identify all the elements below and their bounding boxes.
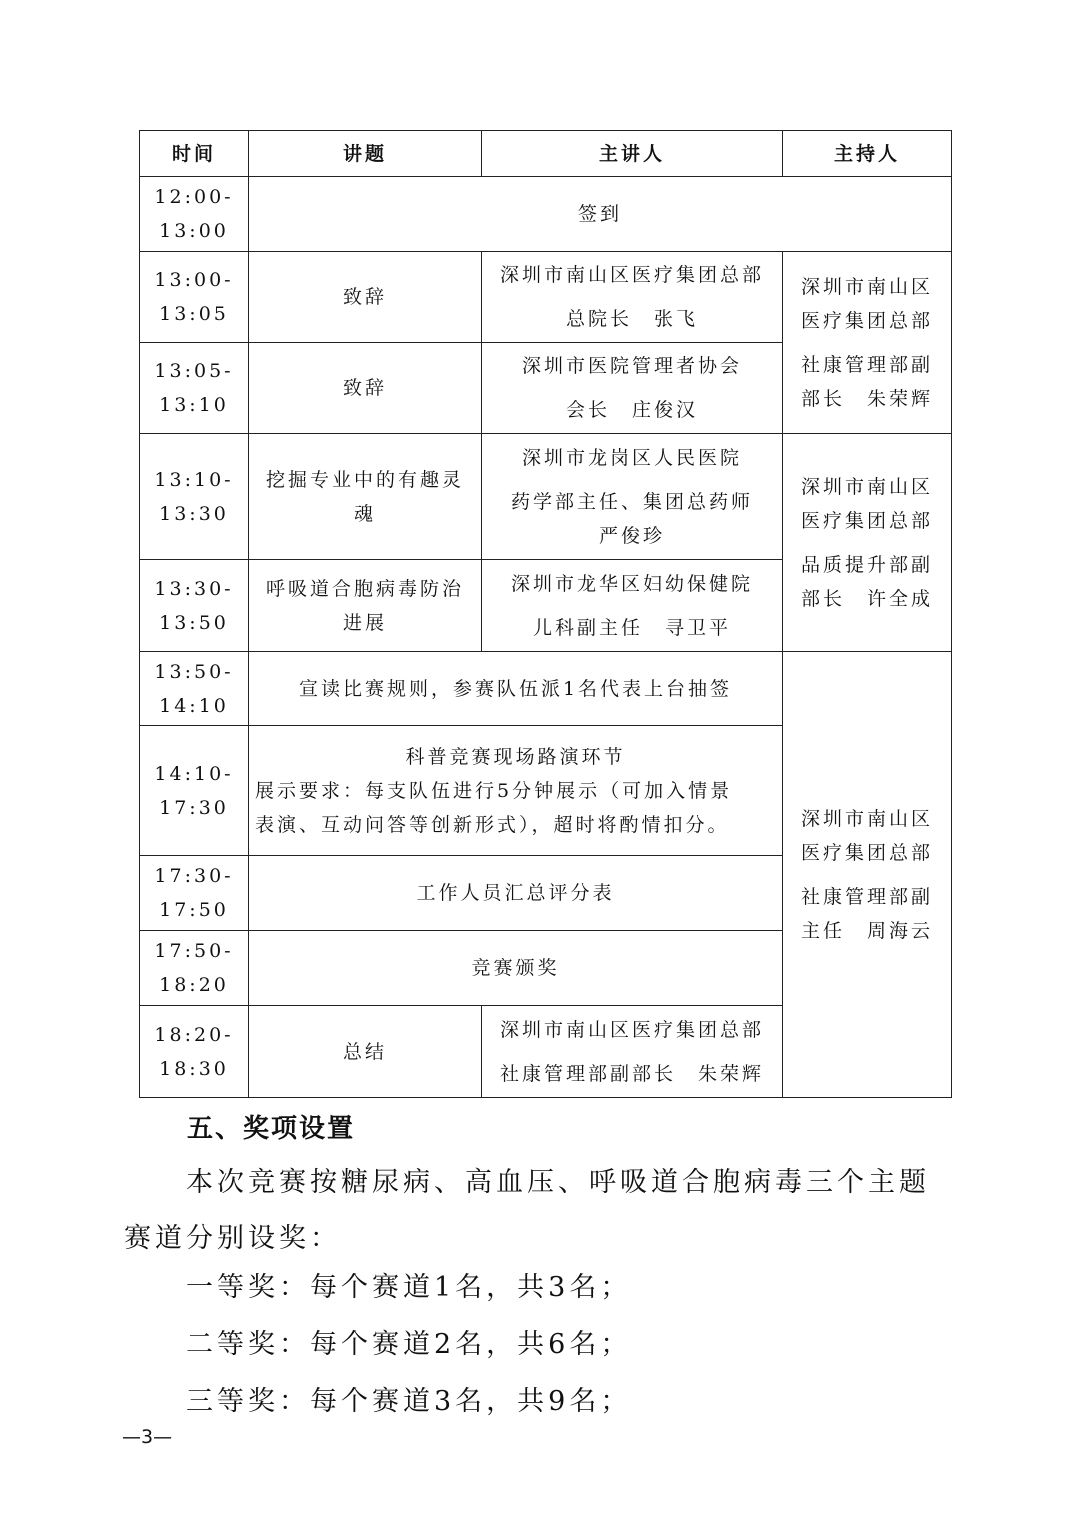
time-cell: 17:30- 17:50	[140, 856, 249, 931]
table-row	[140, 652, 952, 726]
time-cell: 18:20- 18:30	[140, 1006, 249, 1098]
header-speaker: 主讲人	[482, 131, 783, 177]
host-cell: 深圳市南山区 医疗集团总部 品质提升部副 部长 许全成	[783, 434, 952, 652]
table-header-row	[140, 131, 952, 177]
merged-cell: 工作人员汇总评分表	[249, 856, 783, 931]
merged-cell: 竞赛颁奖	[249, 931, 783, 1006]
time-cell: 13:10- 13:30	[140, 434, 249, 560]
topic-cell: 呼吸道合胞病毒防治 进展	[249, 560, 482, 652]
speaker-cell: 深圳市医院管理者协会 会长 庄俊汉	[482, 343, 783, 434]
merged-cell: 宣读比赛规则，参赛队伍派1名代表上台抽签	[249, 652, 783, 726]
host-cell: 深圳市南山区 医疗集团总部 社康管理部副 部长 朱荣辉	[783, 252, 952, 434]
time-cell: 13:00- 13:05	[140, 252, 249, 343]
topic-cell: 致辞	[249, 343, 482, 434]
table-row	[140, 434, 952, 560]
time-cell: 12:00- 13:00	[140, 177, 249, 252]
section-title: 五、奖项设置	[187, 1114, 356, 1144]
prize-second: 二等奖：每个赛道2名，共6名；	[186, 1329, 632, 1360]
prize-third: 三等奖：每个赛道3名，共9名；	[186, 1386, 632, 1417]
header-host: 主持人	[783, 131, 952, 177]
prize-first: 一等奖：每个赛道1名，共3名；	[186, 1272, 632, 1303]
header-topic: 讲题	[249, 131, 482, 177]
table-row	[140, 252, 952, 343]
time-cell: 14:10- 17:30	[140, 726, 249, 856]
header-time: 时间	[140, 131, 249, 177]
topic-cell: 总结	[249, 1006, 482, 1098]
time-cell: 13:30- 13:50	[140, 560, 249, 652]
time-cell: 13:05- 13:10	[140, 343, 249, 434]
merged-cell: 签到	[249, 177, 952, 252]
topic-cell: 挖掘专业中的有趣灵 魂	[249, 434, 482, 560]
table-row	[140, 177, 952, 252]
intro-paragraph: 本次竞赛按糖尿病、高血压、呼吸道合胞病毒三个主题赛道分别设奖：	[124, 1167, 930, 1254]
page-number: —3—	[122, 1426, 173, 1448]
time-cell: 13:50- 14:10	[140, 652, 249, 726]
speaker-cell: 深圳市龙华区妇幼保健院 儿科副主任 寻卫平	[482, 560, 783, 652]
topic-cell: 致辞	[249, 252, 482, 343]
speaker-cell: 深圳市南山区医疗集团总部 总院长 张飞	[482, 252, 783, 343]
merged-cell: 科普竞赛现场路演环节 展示要求：每支队伍进行5分钟展示（可加入情景 表演、互动问答等创新形式），超时将酌情扣分。	[249, 726, 783, 856]
speaker-cell: 深圳市龙岗区人民医院 药学部主任、集团总药师 严俊珍	[482, 434, 783, 560]
time-cell: 17:50- 18:20	[140, 931, 249, 1006]
host-cell: 深圳市南山区 医疗集团总部 社康管理部副 主任 周海云	[783, 652, 952, 1098]
schedule-table	[139, 130, 952, 1098]
speaker-cell: 深圳市南山区医疗集团总部 社康管理部副部长 朱荣辉	[482, 1006, 783, 1098]
